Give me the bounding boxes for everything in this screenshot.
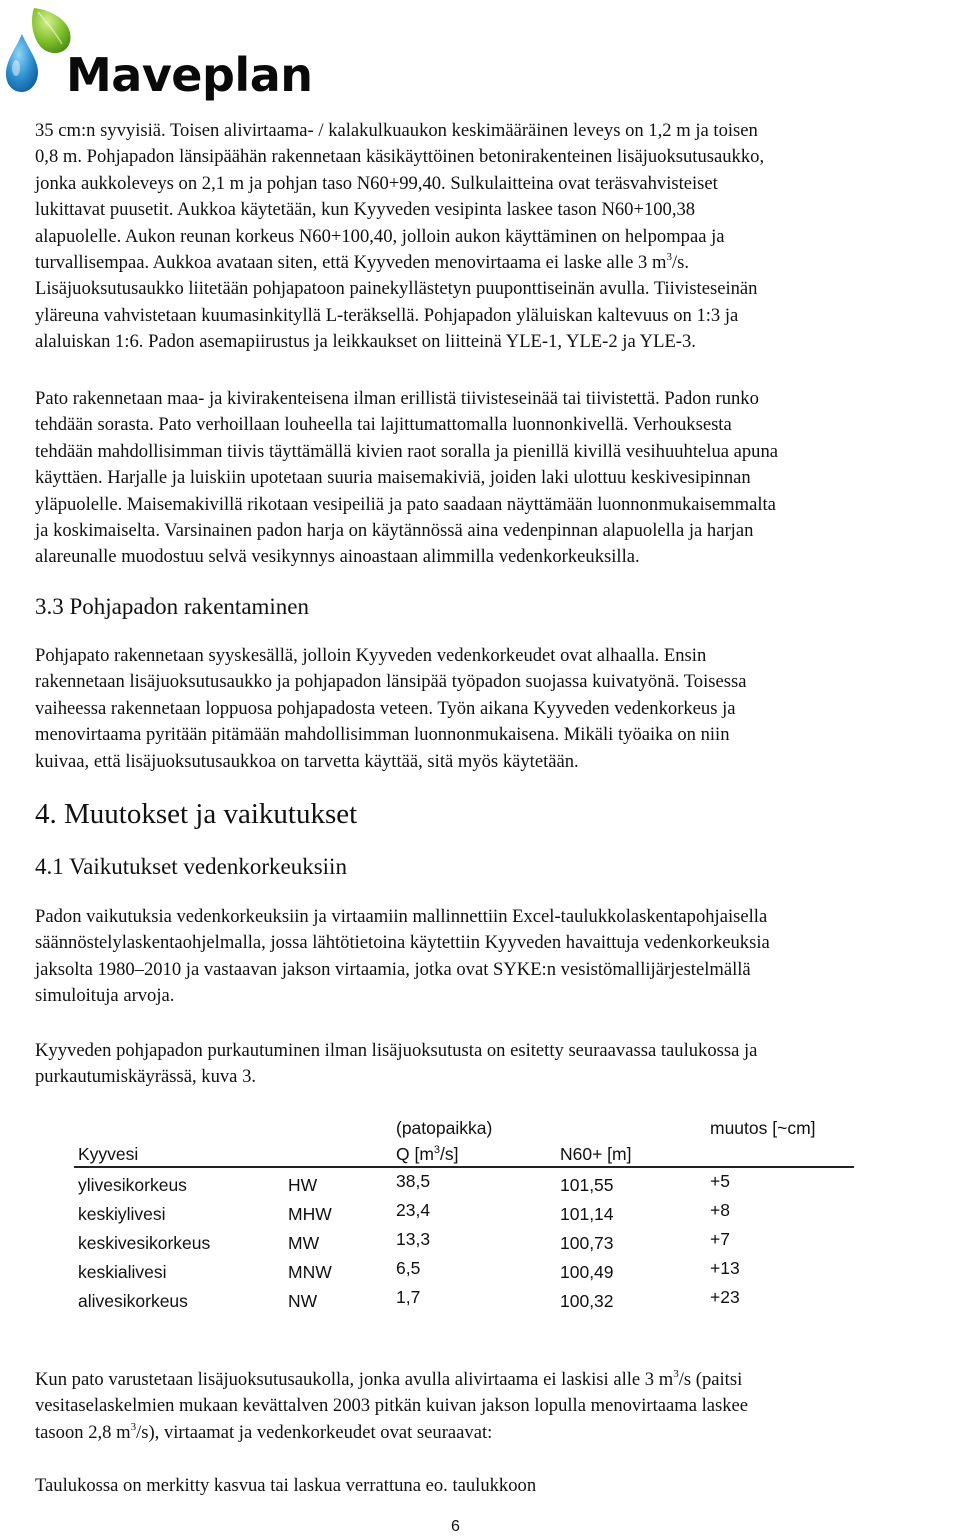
text-line: Padon vaikutuksia vedenkorkeuksiin ja virtaamiin mallinnettiin Excel-taulukkolaskentapohjaisella	[35, 906, 768, 927]
text-line-with-unit	[35, 1367, 935, 1393]
table-cell-code: NW	[288, 1291, 318, 1311]
superscript: 3	[130, 1420, 137, 1433]
table-cell-change: +13	[710, 1258, 740, 1278]
header-text: Q [m	[396, 1144, 434, 1164]
table-cell-level: 100,32	[560, 1291, 614, 1311]
text-line: säännöstelylaskentaohjelmalla, jossa lähtötietoina käytettiin Kyyveden havaittuja vedenkorkeuksia	[35, 932, 770, 954]
table-header-level: N60+ [m]	[560, 1144, 632, 1164]
text-line: yläpuolelle. Maisemakivillä rikotaan vesipeiliä ja pato saadaan näyttämään luonnonmukaisemmalta	[35, 493, 776, 515]
text-line: rakennetaan lisäjuoksutusaukko ja pohjapadon länsipää työpadon suojassa kuivatyönä. Toisessa	[35, 671, 747, 693]
table-cell-q: 23,4	[396, 1200, 431, 1220]
table-cell-change: +5	[710, 1171, 730, 1191]
text-line-with-unit	[35, 1420, 935, 1446]
table-header-change: muutos [~cm]	[710, 1118, 816, 1138]
text-line: vaiheessa rakennetaan loppuosa pohjapadosta veteen. Työn aikana Kyyveden vedenkorkeus ja	[35, 697, 736, 719]
table-cell-code: MNW	[288, 1262, 332, 1282]
text-line: Lisäjuoksutusaukko liitetään pohjapatoon painekyllästetyn puuponttiseinän avulla. Tiivisteseinän	[35, 278, 758, 300]
table-cell-change: +7	[710, 1229, 730, 1249]
table-cell-code: MHW	[288, 1204, 332, 1224]
maveplan-logo	[4, 4, 324, 104]
text-line: Taulukossa on merkitty kasvua tai laskua verrattuna eo. taulukkoon	[35, 1475, 537, 1496]
text-line: alaluiskan 1:6. Padon asemapiirustus ja leikkaukset on liitteinä YLE-1, YLE-2 ja YLE-3.	[35, 331, 696, 353]
text-fragment: /s (paitsi	[678, 1369, 743, 1390]
text-fragment: tasoon 2,8 m	[35, 1421, 131, 1443]
table-cell-q: 38,5	[396, 1171, 431, 1191]
text-line: Pohjapato rakennetaan syyskesällä, jolloin Kyyveden vedenkorkeudet ovat alhaalla. Ensin	[35, 645, 707, 666]
table-header-q-top: (patopaikka)	[396, 1118, 493, 1138]
table-cell-code: MW	[288, 1233, 320, 1253]
table-cell-q: 6,5	[396, 1258, 421, 1278]
paragraph-additional-outlet	[35, 1367, 935, 1446]
logo-wordmark: Maveplan	[66, 48, 313, 102]
paragraph-dam-opening	[35, 118, 935, 356]
table-cell-name: alivesikorkeus	[78, 1291, 188, 1311]
text-line: kuivaa, että lisäjuoksutusaukkoa on tarvetta käyttää, sitä myös käytetään.	[35, 750, 579, 772]
section-heading-4: 4. Muutokset ja vaikutukset	[35, 798, 358, 830]
text-line: alareunalle muodostuu selvä vesikynnys ainoastaan alimmilla vedenkorkeuksilla.	[35, 546, 640, 568]
text-line: jaksolta 1980–2010 ja vastaavan jakson virtaamia, jotka ovat SYKE:n vesistömallijärjestelmällä	[35, 958, 751, 980]
superscript: 3	[433, 1144, 441, 1156]
table-cell-name: keskiylivesi	[78, 1204, 166, 1224]
paragraph-modelling	[35, 904, 935, 1010]
section-heading-4-1: 4.1 Vaikutukset vedenkorkeuksiin	[35, 854, 347, 879]
text-line: käyttäen. Harjalle ja luiskiin upotetaan suuria maisemakiviä, joiden laki ulottuu keskivesipinnan	[35, 467, 751, 489]
text-line: 35 cm:n syvyisiä. Toisen alivirtaama- / kalakulkuaukon keskimääräinen leveys on 1,2 m ja toisen	[35, 120, 758, 141]
table-header-rule	[74, 1166, 854, 1168]
superscript: 3	[666, 251, 672, 264]
table-cell-level: 101,14	[560, 1204, 614, 1224]
text-fragment: /s.	[671, 252, 690, 274]
text-line: tehdään sorasta. Pato verhoillaan louheella tai lajittumattomalla luonnonkivellä. Verhouksesta	[35, 414, 732, 436]
text-line: Pato rakennetaan maa- ja kivirakenteisena ilman erillistä tiivisteseinää tai tiivistettä. Padon runko	[35, 388, 759, 409]
text-line: menovirtaama pyritään pitämään mahdollisimman luonnonmukaisena. Mikäli työaika on niin	[35, 724, 730, 746]
table-cell-change: +8	[710, 1200, 730, 1220]
text-fragment: /s), virtaamat ja vedenkorkeudet ovat seuraavat:	[136, 1421, 493, 1443]
text-line: ja koskimaiselta. Varsinainen padon harja on käytännössä aina vedenpinnan alapuolella ja harjan	[35, 520, 754, 542]
text-fragment: Kun pato varustetaan lisäjuoksutusaukolla, jonka avulla alivirtaama ei laskisi alle 3 m	[35, 1369, 674, 1390]
table-cell-q: 13,3	[396, 1229, 431, 1249]
page-number: 6	[451, 1518, 460, 1535]
text-line: Kyyveden pohjapadon purkautuminen ilman lisäjuoksutusta on esitetty seuraavassa taulukossa ja	[35, 1040, 758, 1061]
paragraph-construction	[35, 643, 935, 775]
table-cell-name: keskivesikorkeus	[78, 1233, 211, 1253]
discharge-table	[78, 1112, 858, 1322]
paragraph-discharge-intro	[35, 1038, 935, 1091]
table-cell-level: 100,73	[560, 1233, 614, 1253]
text-line-with-unit	[35, 250, 935, 276]
table-cell-level: 101,55	[560, 1175, 614, 1195]
header-text: /s]	[440, 1144, 459, 1164]
table-header-name: Kyyvesi	[78, 1144, 139, 1164]
superscript: 3	[673, 1368, 679, 1380]
text-line: tehdään mahdollisimman tiivis täyttämällä kivien raot soralla ja pienillä kivillä vesihuuhtelua apuna	[35, 440, 779, 462]
paragraph-table-note	[35, 1473, 935, 1499]
table-cell-level: 100,49	[560, 1262, 614, 1282]
text-line: 0,8 m. Pohjapadon länsipäähän rakennetaan käsikäyttöinen betonirakenteinen lisäjuoksutusaukko,	[35, 146, 765, 168]
text-fragment: turvallisempaa. Aukkoa avataan siten, että Kyyveden menovirtaama ei laske alle 3 m	[35, 252, 667, 274]
table-cell-q: 1,7	[396, 1287, 421, 1307]
section-heading-3-3: 3.3 Pohjapadon rakentaminen	[35, 594, 310, 619]
text-line: yläreuna vahvistetaan kuumasinkityllä L-teräksellä. Pohjapadon yläluiskan kaltevuus on 1:3 ja	[35, 304, 739, 326]
table-cell-name: ylivesikorkeus	[78, 1175, 187, 1195]
text-line: alapuolelle. Aukon reunan korkeus N60+100,40, jolloin aukon käyttäminen on helpompaa ja	[35, 225, 725, 247]
text-line: vesitaselaskelmien mukaan kevättalven 2003 pitkän kuivan jakson lopulla menovirtaama laskee	[35, 1395, 749, 1417]
table-cell-name: keskialivesi	[78, 1262, 167, 1282]
text-line: lukittavat puusetit. Aukkoa käytetään, kun Kyyveden vesipinta laskee tason N60+100,38	[35, 199, 696, 221]
table-header-q	[396, 1144, 459, 1165]
text-line: jonka aukkoleveys on 2,1 m ja pohjan taso N60+99,40. Sulkulaitteina ovat teräsvahvisteiset	[35, 172, 718, 194]
paragraph-dam-structure	[35, 386, 935, 571]
table-cell-code: HW	[288, 1175, 318, 1195]
table-cell-change: +23	[710, 1287, 740, 1307]
water-drop-leaf-icon	[4, 4, 74, 96]
text-line: simuloituja arvoja.	[35, 985, 175, 1007]
text-line: purkautumiskäyrässä, kuva 3.	[35, 1066, 257, 1088]
